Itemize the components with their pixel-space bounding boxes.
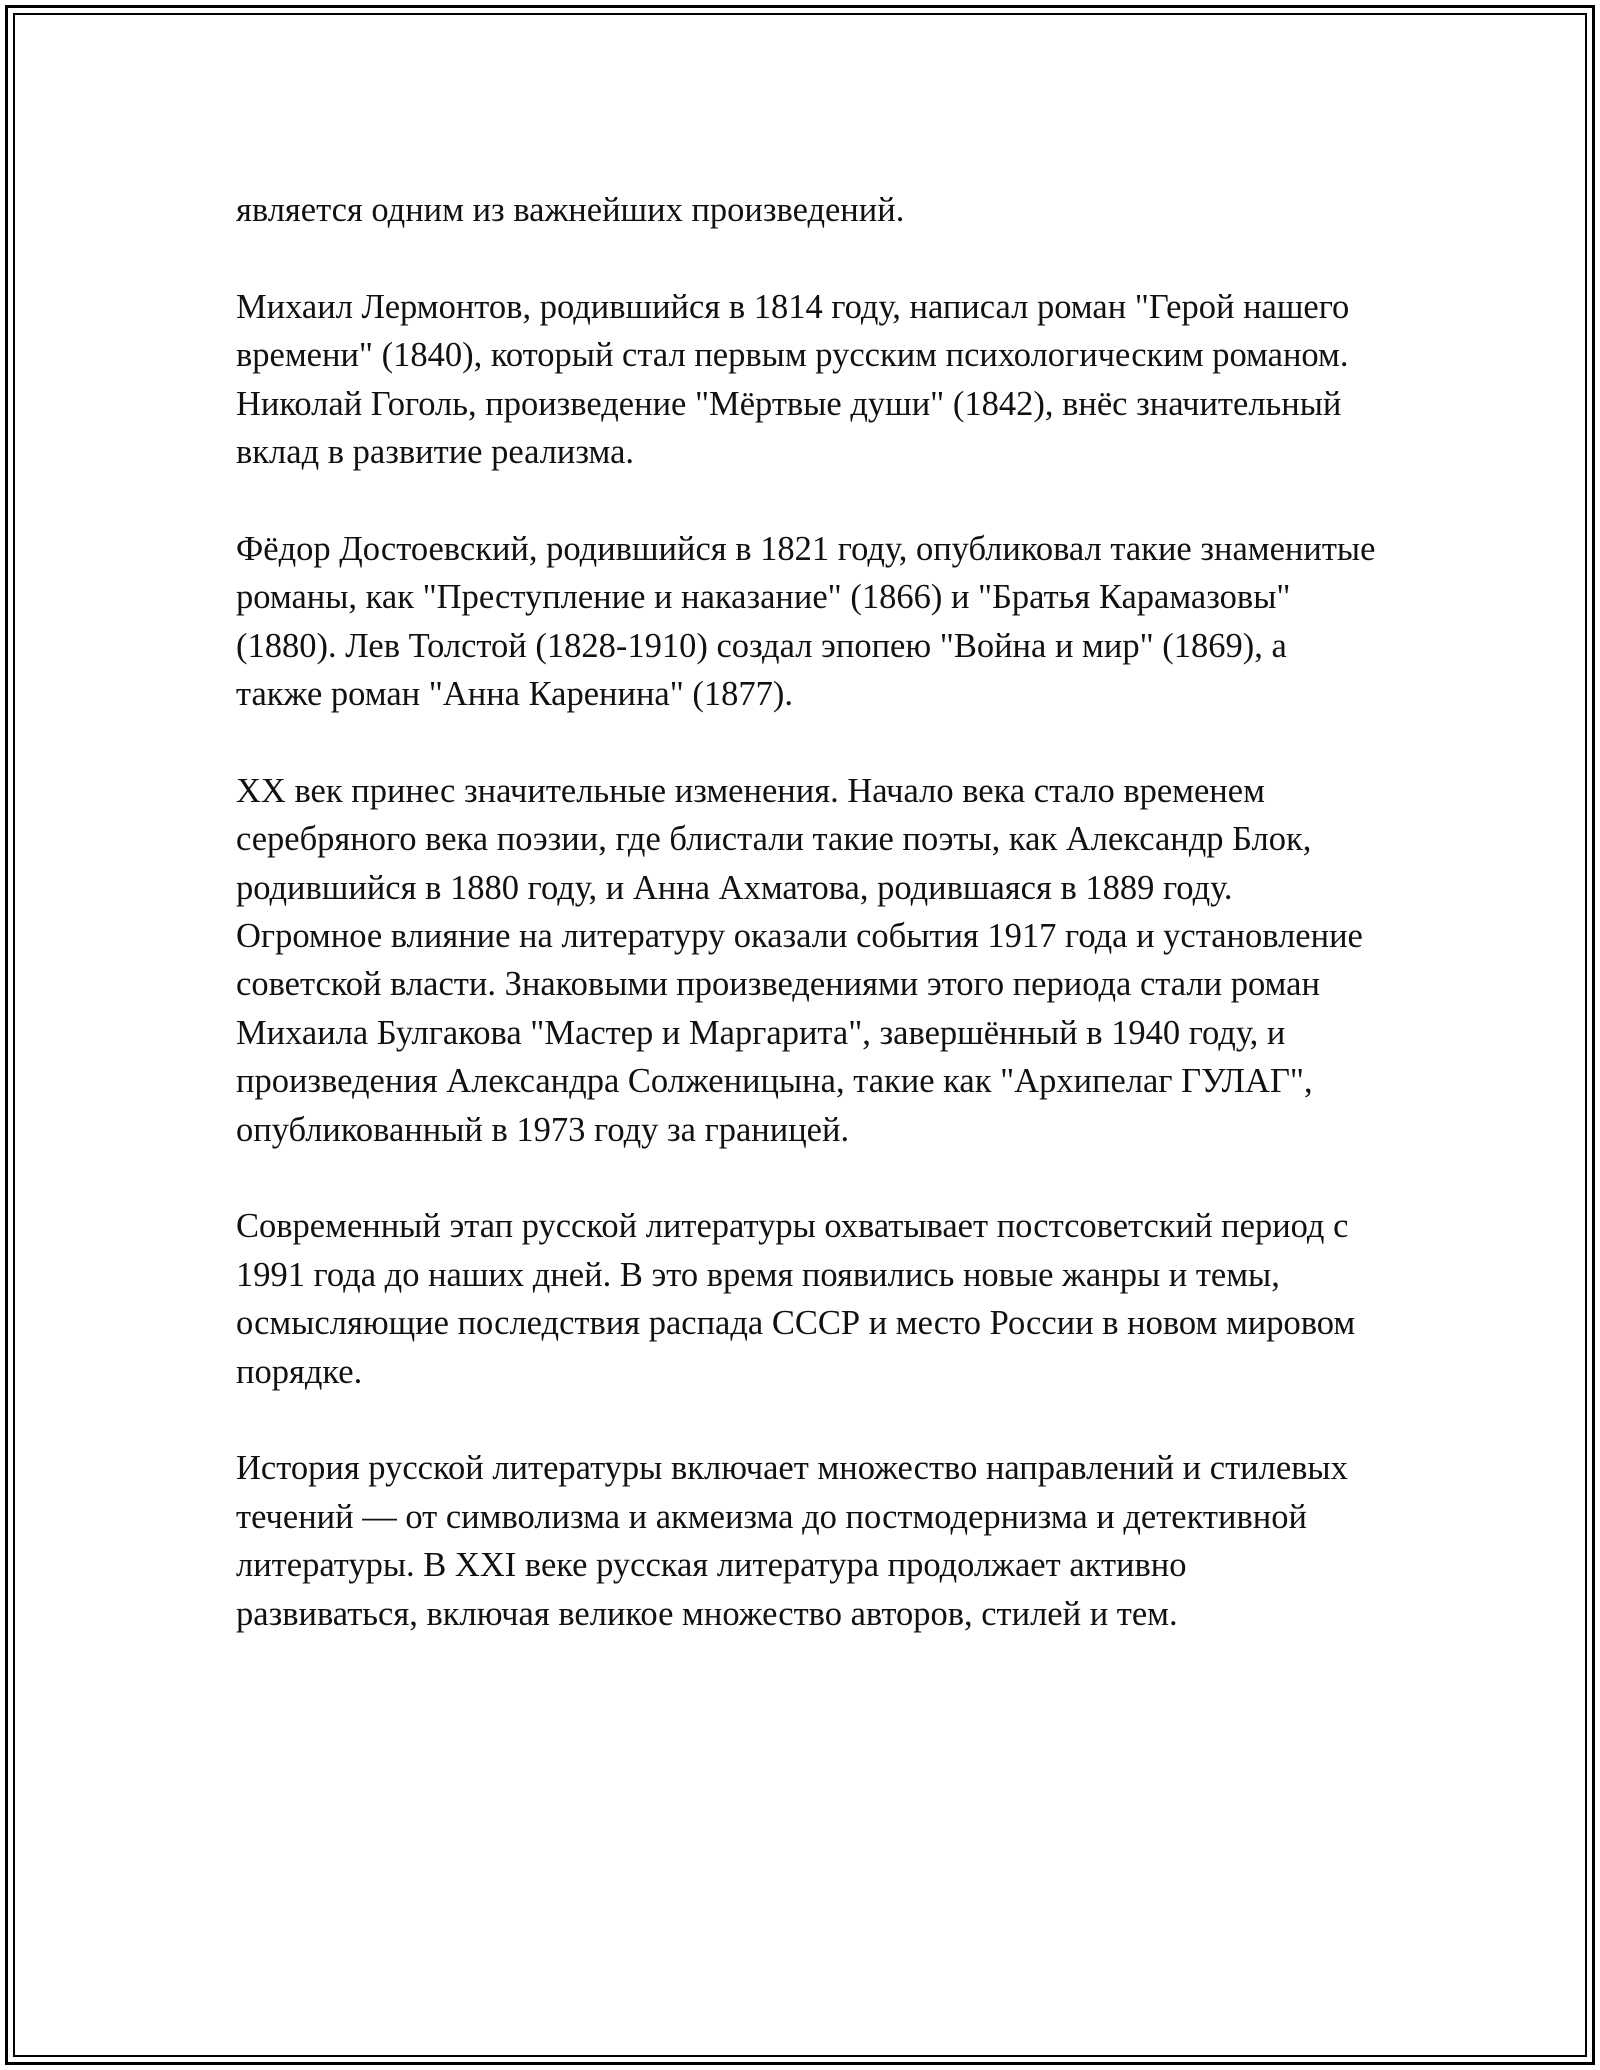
paragraph-5: Современный этап русской литературы охватывает постсоветский период с 1991 года до наших дней. В это время появились новые жанры и темы, осмысляющие последствия распада СССР и место России в новом мировом порядке. bbox=[236, 1207, 1356, 1391]
paragraph-3: Фёдор Достоевский, родившийся в 1821 году, опубликовал такие знаменитые романы, как "Преступление и наказание" (1866) и "Братья Карамазовы" (1880). Лев Толстой (1828-1910) создал эпопею "Война и мир" (1869), а также роман "Анна Каренина" (1877). bbox=[236, 529, 1376, 714]
document-body bbox=[236, 186, 1376, 1687]
paragraph-6: История русской литературы включает множество направлений и стилевых течений — от символизма и акмеизма до постмодернизма и детективной литературы. В XXI веке русская литература продолжает активно развиваться, включая великое множество авторов, стилей и тем. bbox=[236, 1449, 1348, 1633]
paragraph-1: является одним из важнейших произведений. bbox=[236, 191, 905, 229]
paragraph-4: XX век принес значительные изменения. Начало века стало временем серебряного века поэзии, где блистали такие поэты, как Александр Блок, родившийся в 1880 году, и Анна Ахматова, родившаяся в 1889 году. Огромное влияние на литературу оказали события 1917 года и установление советской власти. Знаковыми произведениями этого периода стали роман Михаила Булгакова "Мастер и Маргарита", завершённый в 1940 году, и произведения Александра Солженицына, такие как "Архипелаг ГУЛАГ", опубликованный в 1973 году за границей. bbox=[236, 771, 1363, 1149]
paragraph-2: Михаил Лермонтов, родившийся в 1814 году, написал роман "Герой нашего времени" (1840), который стал первым русским психологическим романом. Николай Гоголь, произведение "Мёртвые души" (1842), внёс значительный вклад в развитие реализма. bbox=[236, 287, 1350, 472]
